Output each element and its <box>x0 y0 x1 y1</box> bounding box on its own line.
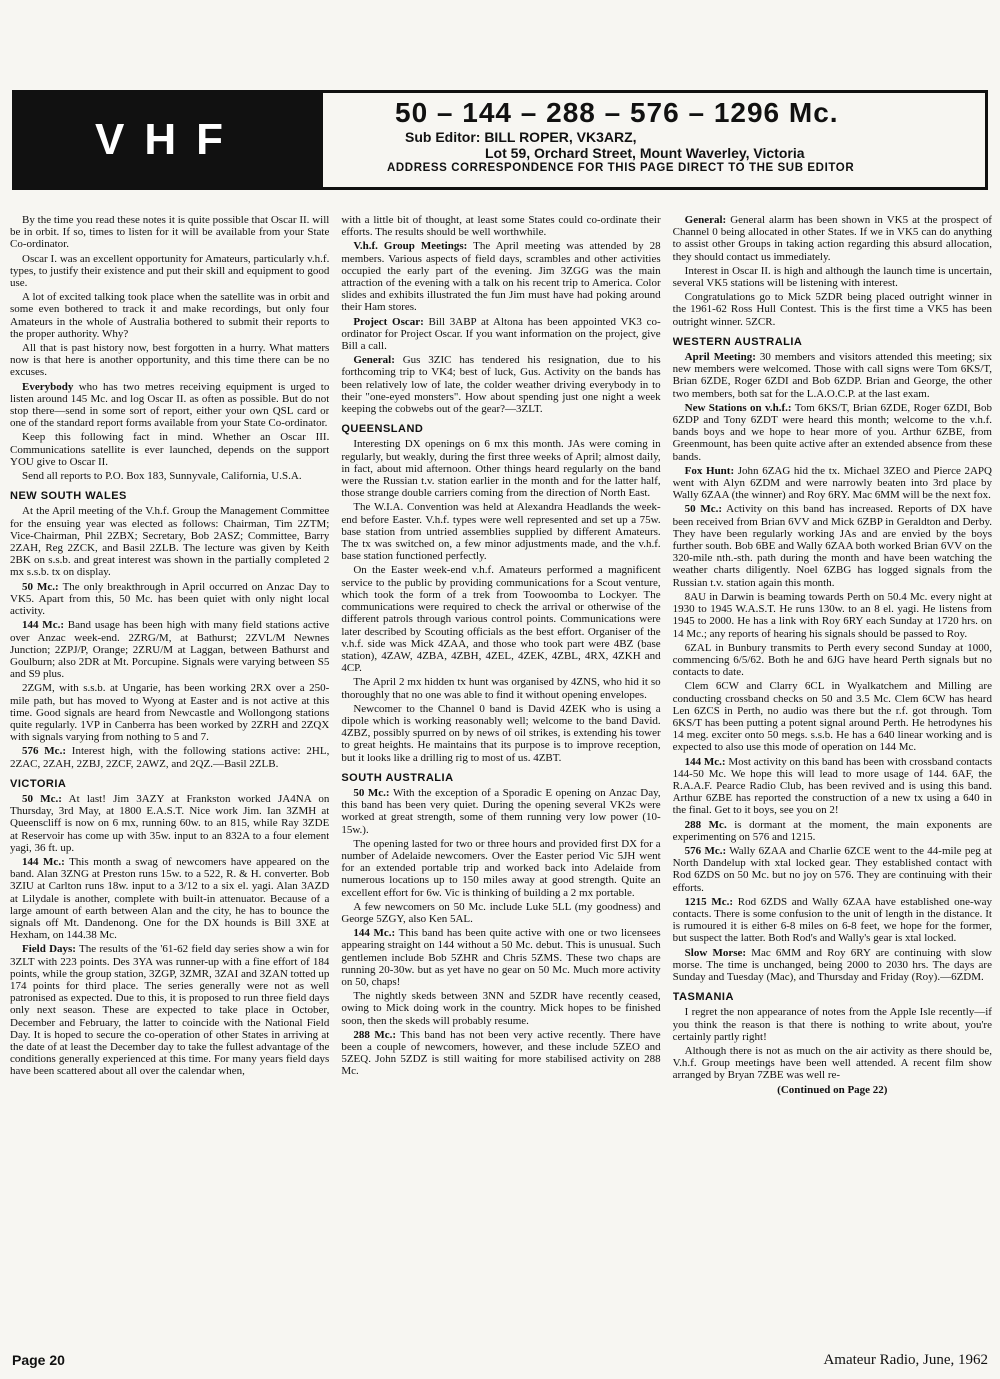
paragraph <box>10 943 329 1077</box>
paragraph: 8AU in Darwin is beaming towards Perth on 50.4 Mc. every night at 1930 to 1945 W.A.S.T. He runs 130w. to an 8 el. yagi. He listens from 1945 to 2000. He has a link with Roy 6RY each Sunday at 1720 hrs. on 14 Mc.; any reports of hearing his signals should be passed to Roy. <box>672 590 992 640</box>
editor-address: Lot 59, Orchard Street, Mount Waverley, Victoria <box>485 145 805 161</box>
paragraph <box>673 214 992 263</box>
paragraph-text: Tom 6KS/T, Brian 6ZDE, Roger 6ZDI, Bob 6ZDP and Tony 6ZDT were heard this month; welcome to the v.h.f. bands boys and we hope to hear more of you. Arthur 6ZBE, from Greenmount, has been quite active after an extended absence from these bands. <box>672 401 992 463</box>
correspondence-notice: ADDRESS CORRESPONDENCE FOR THIS PAGE DIRECT TO THE SUB EDITOR <box>387 162 855 174</box>
paragraph: A few newcomers on 50 Mc. include Luke 5LL (my goodness) and George 5ZGY, also Ken 5AL. <box>341 900 661 925</box>
section-heading-victoria: VICTORIA <box>10 777 67 790</box>
paragraph-text: This band has not been very active recently. There have been a couple of newcomers, however, and these include 5ZEO and 5ZEQ. John 5ZDZ is still waiting for more stabilised activity on 288 Mc. <box>341 1028 661 1078</box>
lead-in: 576 Mc.: <box>684 844 727 857</box>
paragraph-text: The only breakthrough in April occurred on Anzac Day to VK5. Apart from this, 50 Mc. has been quiet with only night local activity. <box>10 580 330 618</box>
paragraph: Newcomer to the Channel 0 band is David 4ZEK who is using a dipole which is working reasonably well; welcome to the band David. 4ZBZ, possibly spurred on by news of oil strikes, is extending his tower to great heights. He maintains that its purpose is to improve reception, but it looks like a drilling rig to most of us. 4ZBT. <box>341 702 661 764</box>
paragraph: By the time you read these notes it is quite possible that Oscar II. will be in orbit. If so, times to listen for it will be available from your State Co-ordinator. <box>10 214 330 251</box>
paragraph: The opening lasted for two or three hours and provided first DX for a number of Adelaide newcomers. Over the Easter period Vic 5JH went for an extended portable trip and worked back into Adelaide from numerous locations up to 150 miles away at good strength. Quite an excellent effort for 6w. Vic is thinking of building a 2 mx portable. <box>341 837 661 899</box>
lead-in: Everybody <box>22 380 74 393</box>
paragraph-text: Gus 3ZIC has tendered his resignation, due to his forthcoming trip to VK4; best of luck, Gus. Activity on the bands has been relatively low of late, the colder weather driving everybody in to their "one-eyed monsters". How about spending just one night a week keeping the cobwebs out of the gear?—3ZLT. <box>341 354 661 416</box>
paragraph: I regret the non appearance of notes from the Apple Isle recently—if you think the reason is that there is nothing to write about, you're certainly partly right! <box>672 1006 992 1043</box>
lead-in: 50 Mc.: <box>353 786 390 799</box>
header-info <box>323 93 985 187</box>
lead-in: April Meeting: <box>684 351 756 364</box>
paragraph <box>341 1029 660 1078</box>
lead-in: 144 Mc.: <box>684 755 726 768</box>
section-title: VHF <box>15 93 323 187</box>
page-number: Page 20 <box>12 1352 65 1368</box>
article-columns <box>10 214 992 1344</box>
paragraph: Keep this following fact in mind. Whether an Oscar III. Communications satellite is ever launched, depends on the support YOU give to Oscar II. <box>10 431 330 468</box>
lead-in: 144 Mc.: <box>22 619 64 632</box>
lead-in: 144 Mc.: <box>22 855 65 868</box>
paragraph <box>10 381 329 430</box>
paragraph: The W.I.A. Convention was held at Alexandra Headlands the week-end before Easter. V.h.f. types were well represented and set up a 75w. base station from untried assemblies supplied by different Amateurs. The tx was switched on, a few minor adjustments made, and the v.h.f. base station functioned perfectly. <box>341 501 661 563</box>
paragraph-text: Wally 6ZAA and Charlie 6ZCE went to the 44-mile peg at North Dandelup with xtal locked gear. They established contact with Rod 6ZDS on 50 Mc. but no joy on 576. They are continuing with their efforts. <box>672 844 992 894</box>
paragraph-text: Bill 3ABP at Altona has been appointed VK3 co-ordinator for Project Oscar. If you want information on the project, give Bill a call. <box>341 315 661 353</box>
paragraph <box>673 819 992 843</box>
sub-editor: Sub Editor: BILL ROPER, VK3ARZ, <box>405 129 637 145</box>
lead-in: 50 Mc.: <box>22 580 59 593</box>
page-footer <box>12 1352 988 1369</box>
paragraph-text: This band has been quite active with one or two licensees appearing straight on 144 without a 50 Mc. debut. This is unusual. Such gentlemen include Bob 5ZHR and Chris 5ZMS. These two chaps are running 20-30w. but as yet have no gear on 50 Mc. Much more activity on 50, chaps! <box>341 927 661 988</box>
lead-in: Field Days: <box>22 943 76 956</box>
section-heading-western-australia: WESTERN AUSTRALIA <box>672 335 803 348</box>
paragraph <box>10 793 329 854</box>
lead-in: Project Oscar: <box>353 315 424 328</box>
lead-in: General: <box>684 214 727 226</box>
lead-in: 288 Mc. <box>684 818 727 831</box>
paragraph <box>341 240 660 313</box>
lead-in: 50 Mc.: <box>22 792 62 805</box>
paragraph-text: Band usage has been high with many field stations active over Anzac week-end. 2ZRG/M, at Bathurst; 2ZVL/M Newnes Junction; 2ZPJ/P, Orange; 2ZRU/M at Laggan, between Bathurst and Goulburn; also 2DR at Mt. Porcupine. Signals were varying between S5 and S9 plus. <box>10 619 330 681</box>
continued-note: (Continued on Page 22) <box>777 1083 888 1096</box>
paragraph-text: With the exception of a Sporadic E opening on Anzac Day, this band has been very quiet. During the opening several VK2s were worked at great strength, some of them running very low power (10-15w.). <box>341 786 661 836</box>
paragraph-text: Interest high, with the following stations active: 2HL, 2ZAC, 2ZAH, 2ZBJ, 2ZCF, 2AWZ, and 2QZ.—Basil 2ZLB. <box>10 745 330 770</box>
paragraph-text: Activity on this band has increased. Reports of DX have been received from Brian 6VV and Mick 6ZBP in Geraldton and Derby. They have been regularly working JAs and are envied by the boys further south. Bob 6BE and Wally 6ZAA both worked Brian 6VV on the 320-mile nth.-sth. path during the month and have been watching the weather charts diligently. Noel 6ZBG has logged signals from the Russian t.v. station again this month. <box>672 503 992 589</box>
paragraph <box>673 503 992 588</box>
lead-in: General: <box>353 354 395 367</box>
paragraph: Oscar I. was an excellent opportunity for Amateurs, particularly v.h.f. types, to justify their existence and put their skill and equipment to good use. <box>10 252 330 290</box>
paragraph <box>673 896 992 945</box>
lead-in: 50 Mc.: <box>684 503 723 516</box>
column-2 <box>341 214 660 1344</box>
paragraph: The April 2 mx hidden tx hunt was organised by 4ZNS, who hid it so thoroughly that no one was able to find it without opening envelopes. <box>341 676 661 701</box>
section-heading-queensland: QUEENSLAND <box>341 423 424 436</box>
paragraph-text: Most activity on this band has been with crossband contacts 144-50 Mc. We hope this will lead to more usage of 144. 6AF, the R.A.A.F. Pearce Radio Club, has been revived and is using this band. Arthur 6ZBE has reported the construction of a new tx using a 640 in the final. Get to it boys, see you on 2! <box>672 755 992 817</box>
paragraph-text: John 6ZAG hid the tx. Michael 3ZEO and Pierce 2APQ went with Alyn 6ZDM and were narrowly beaten into 3rd place by Wally 6ZAA (the winner) and Roy 6RY. Mac 6MM will be the next fox. <box>672 464 992 502</box>
paragraph <box>341 927 660 988</box>
paragraph <box>673 351 992 400</box>
lead-in: V.h.f. Group Meetings: <box>353 240 468 253</box>
paragraph <box>673 402 992 463</box>
paragraph-text: 30 members and visitors attended this meeting; six new members were welcomed. Those with call signs were Tom 6KS/T, Brian 6ZDE, Roger 6ZDI and Bob 6ZDP. Brian and George, the other two members, both sat for the L.A.O.C.P. at the last exam. <box>672 351 992 400</box>
paragraph <box>673 756 992 817</box>
paragraph-text: Mac 6MM and Roy 6RY are continuing with slow morse. The time is unchanged, being 2000 to 2030 hrs. The days are Sunday and Tuesday (Mac), and Thursday and Friday (Roy).—6ZDM. <box>672 946 992 983</box>
paragraph: The nightly skeds between 3NN and 5ZDR have recently ceased, owing to Mick doing work in the country. Mick hopes to be finished soon, then the skeds will probably resume. <box>341 990 661 1027</box>
paragraph: with a little bit of thought, at least some States could co-ordinate their efforts. The results should be well worthwhile. <box>341 214 661 239</box>
lead-in: New Stations on v.h.f.: <box>684 401 792 414</box>
paragraph <box>673 845 992 894</box>
paragraph: Congratulations go to Mick 5ZDR being placed outright winner in the 1961-62 Ross Hull Contest. This is the first time a VK5 has been outright winner. 5ZCR. <box>672 291 992 328</box>
section-heading-tasmania: TASMANIA <box>672 991 734 1004</box>
paragraph: On the Easter week-end v.h.f. Amateurs performed a magnificent service to the public by providing communications for a Scout venture, which took the form of a trek from Toowoomba to Lockyer. The communications were required to check the arrival or otherwise of the different patrols through various control points. Communications were later described by Scouting officials as the best effort. Organiser of the v.h.f. side was Mick 4ZAA, and those who took part were 4BZ (base station), 4ZAW, 4ZBA, 4ZBH, 4ZEL, 4ZEK, 4ZBL, 4RX, 4ZKH and 4CP. <box>341 564 661 675</box>
paragraph <box>341 787 660 836</box>
lead-in: Slow Morse: <box>684 946 747 959</box>
paragraph <box>673 465 992 502</box>
paragraph <box>10 856 329 941</box>
paragraph <box>10 581 329 618</box>
paragraph: All that is past history now, best forgotten in a hurry. What matters now is that here is another opportunity, and this time there can be no excuses. <box>10 342 330 379</box>
lead-in: Fox Hunt: <box>684 464 735 477</box>
paragraph: Send all reports to P.O. Box 183, Sunnyvale, California, U.S.A. <box>22 470 302 483</box>
column-3 <box>673 214 992 1344</box>
paragraph: Interesting DX openings on 6 mx this month. JAs were coming in regularly, but weakly, during the first three weeks of April; almost daily, in fact, about mid afternoon. Other things heard regularly on the band were the Russian t.v. station earlier in the month and for the latter half, those strange double carriers coming from the direction of North East. <box>341 438 661 500</box>
paragraph-text: is dormant at the moment, the main exponents are experimenting on 576 and 1215. <box>672 818 992 843</box>
paragraph: 6ZAL in Bunbury transmits to Perth every second Sunday at 1000, commencing 6/5/62. Both he and 6JG have heard Perth signals but no contacts to date. <box>672 641 992 679</box>
paragraph-text: This month a swag of newcomers have appeared on the band. Alan 3ZNG at Preston runs 15w. to a 522, R. & H. converter. Bob 3ZIU at Carlton runs 18w. input to a 3/12 to a six el. yagi. Alan 3AZD at Lilydale is another, complete with built-in attenuator. Because of a large amount of earth between Alan and the city, he has to bounce the signals off Mt. Dandenong. One for the DX hounds is Bill 3XE at Hexham, on 144.38 Mc. <box>10 855 330 942</box>
paragraph: At the April meeting of the V.h.f. Group the Management Committee for the ensuing year was elected as follows: Chairman, Tim 2ZTM; Vice-Chairman, Phil 2ZBX; Secretary, Bob 2ASZ; Committee, Barry 2ZAH, Reg 2ZCK, and Basil 2ZLB. The lecture was given by Keith 2BK on s.s.b. and great interest was shown in the partially completed 2 mx s.s.b. tx on display. <box>10 505 330 579</box>
paragraph: 2ZGM, with s.s.b. at Ungarie, has been working 2RX over a 250-mile path, but has moved to Wyong at Easter and is not active at this time. Good signals are heard from Newcastle and Wollongong stations quite regularly. 1VP in Canberra has been worked by 2ZRH and 2ZQX with signals varying from nothing to 5 and 7. <box>10 682 330 744</box>
lead-in: 1215 Mc.: <box>684 895 734 908</box>
paragraph: A lot of excited talking took place when the satellite was in orbit and some even bothered to track it and make recordings, but only four Amateurs in the whole of Australia bothered to submit their reports to the proper authority. Why? <box>10 291 330 340</box>
lead-in: 288 Mc.: <box>353 1028 397 1041</box>
paragraph-text: who has two metres receiving equipment is urged to listen around 145 Mc. and log Oscar II. as often as possible. But do not stop there—send in some sort of report, either your own QSL card or one of the standard report forms available from your State Co-ordinator. <box>10 380 330 430</box>
lead-in: 576 Mc.: <box>22 745 66 758</box>
paragraph-text: General alarm has been shown in VK5 at the prospect of Channel 0 being allocated in other States. If we in VK5 can do anything to assist other Groups in taking action regarding this absurd allocation, they should contact us immediately. <box>672 214 992 263</box>
section-heading-south-australia: SOUTH AUSTRALIA <box>341 771 454 784</box>
paragraph <box>341 354 660 415</box>
band-list: 50 – 144 – 288 – 576 – 1296 Mc. <box>395 97 839 128</box>
paragraph-text: The results of the '61-62 field day series show a win for 3ZLT with 223 points. Des 3YA was runner-up with a fine effort of 184 points, while the group station, 3ZGP, 3ZMR, 3ZAI and 3ZAN totted up 174 points for third place. The series generally were not as well patronised as expected. Due to this, it is proposed to run three field days only next season. These are expected to take place in October, December and February, the latter to coincide with the National Field Day. It is hoped to secure the co-operation of other States in arriving at the date of at least the December day to take the fullest advantage of the conditions generally experienced at this time. For many years field days have been scattered about all over the calendar when, <box>10 943 330 1078</box>
publication-info: Amateur Radio, June, 1962 <box>823 1352 988 1368</box>
paragraph: Clem 6CW and Clarry 6CL in Wyalkatchem and Milling are conducting crossband checks on 50 and 3.5 Mc. Clem 6CW has heard Len 6ZCS in Perth, no audio was there but the r.f. got through. Tom 6KS/T has been putting a potent signal around Perth. He hetrodynes his 14 meg. exciter onto 50 megs. s.s.b. He has a 640 linear working and is expected to also use this mode of operation on 144 Mc. <box>672 680 992 754</box>
paragraph-text: Rod 6ZDS and Wally 6ZAA have established one-way contacts. There is some confusion to the unit of length in the distance. It is rumoured it is either 6-8 miles on 6-8 feet, we hope for the former, but suspect the latter. Both Rod's and Wally's gear is xtal locked. <box>672 895 992 945</box>
section-heading-nsw: NEW SOUTH WALES <box>10 490 127 503</box>
paragraph <box>10 745 329 769</box>
paragraph <box>673 947 992 984</box>
paragraph: Interest in Oscar II. is high and although the launch time is uncertain, several VK5 stations will be listening with interest. <box>672 264 992 290</box>
paragraph: Although there is not as much on the air activity as there should be, V.h.f. Group meetings have been well attended. A recent film show arranged by Bryan 7ZBE was well re- <box>672 1045 992 1082</box>
column-1 <box>10 214 329 1344</box>
section-header <box>12 90 988 190</box>
paragraph-text: The April meeting was attended by 28 members. Various aspects of field days, scrambles and other activities occupied the early part of the evening. Jim 3ZGG was the main attraction of the evening with a talk on his recent trip to America. Color slides and exhibits illustrated the fun Jim must have had poking around their Ham stores. <box>341 240 661 314</box>
paragraph-text: At last! Jim 3AZY at Frankston worked JA4NA on Thursday, 3rd May, at 1800 E.A.S.T. Nice work Jim. Ian 3ZMH at Queenscliff is now on 6 mx, running 60w. to an 815, while Ray 3ZDE at Reservoir has come up with 35w. input to an 832A to a four element yagi, 36 ft. up. <box>10 792 330 854</box>
lead-in: 144 Mc.: <box>353 927 396 940</box>
paragraph <box>10 619 329 680</box>
paragraph <box>341 316 660 353</box>
